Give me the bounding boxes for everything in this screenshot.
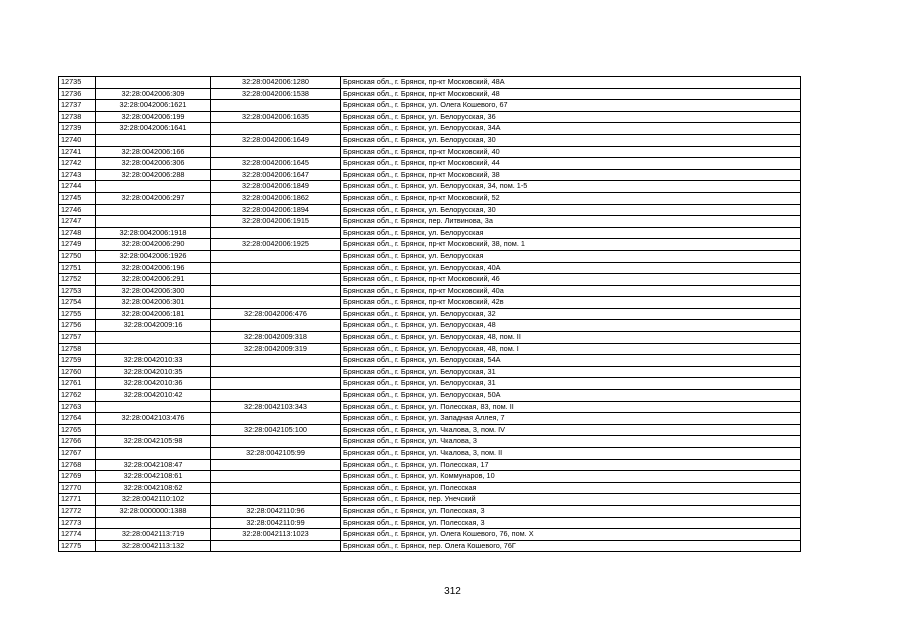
previous-cadastral-number-cell: 32:28:0042113:719 [96, 529, 211, 541]
previous-cadastral-number-cell: 32:28:0042103:476 [96, 413, 211, 425]
cadastral-number-cell [211, 471, 341, 483]
address-cell: Брянская обл., г. Брянск, ул. Белорусская, 32 [341, 308, 801, 320]
address-cell: Брянская обл., г. Брянск, ул. Белорусская, 40А [341, 262, 801, 274]
address-cell: Брянская обл., г. Брянск, ул. Чкалова, 3, пом. IV [341, 424, 801, 436]
address-cell: Брянская обл., г. Брянск, ул. Коммунаров, 10 [341, 471, 801, 483]
address-cell: Брянская обл., г. Брянск, ул. Белорусская, 34А [341, 123, 801, 135]
address-cell: Брянская обл., г. Брянск, ул. Белорусская, 54А [341, 355, 801, 367]
previous-cadastral-number-cell [96, 343, 211, 355]
row-number-cell: 12737 [59, 100, 96, 112]
table-row [59, 378, 801, 390]
previous-cadastral-number-cell: 32:28:0042006:290 [96, 239, 211, 251]
row-number-cell: 12741 [59, 146, 96, 158]
address-cell: Брянская обл., г. Брянск, ул. Полесская, 83, пом. II [341, 401, 801, 413]
row-number-cell: 12774 [59, 529, 96, 541]
cadastral-number-cell: 32:28:0042105:99 [211, 448, 341, 460]
table-row [59, 123, 801, 135]
address-cell: Брянская обл., г. Брянск, ул. Белорусская, 30 [341, 204, 801, 216]
table-row [59, 77, 801, 89]
previous-cadastral-number-cell: 32:28:0042006:301 [96, 297, 211, 309]
cadastral-number-cell [211, 436, 341, 448]
cadastral-number-cell [211, 100, 341, 112]
table-row [59, 459, 801, 471]
row-number-cell: 12765 [59, 424, 96, 436]
cadastral-number-cell [211, 482, 341, 494]
previous-cadastral-number-cell: 32:28:0042006:291 [96, 274, 211, 286]
cadastral-number-cell: 32:28:0042009:318 [211, 332, 341, 344]
cadastral-number-cell: 32:28:0042006:1862 [211, 192, 341, 204]
table-row [59, 158, 801, 170]
table-row [59, 239, 801, 251]
previous-cadastral-number-cell [96, 448, 211, 460]
cadastral-number-cell: 32:28:0042009:319 [211, 343, 341, 355]
previous-cadastral-number-cell: 32:28:0042108:61 [96, 471, 211, 483]
cadastral-number-cell [211, 285, 341, 297]
address-cell: Брянская обл., г. Брянск, ул. Белорусская, 36 [341, 111, 801, 123]
previous-cadastral-number-cell: 32:28:0042009:16 [96, 320, 211, 332]
previous-cadastral-number-cell: 32:28:0042006:309 [96, 88, 211, 100]
row-number-cell: 12773 [59, 517, 96, 529]
row-number-cell: 12766 [59, 436, 96, 448]
row-number-cell: 12750 [59, 250, 96, 262]
address-cell: Брянская обл., г. Брянск, пер. Олега Кошевого, 76Г [341, 540, 801, 552]
table-row [59, 88, 801, 100]
cadastral-number-cell: 32:28:0042110:99 [211, 517, 341, 529]
previous-cadastral-number-cell: 32:28:0042006:297 [96, 192, 211, 204]
table-row [59, 529, 801, 541]
row-number-cell: 12740 [59, 134, 96, 146]
row-number-cell: 12758 [59, 343, 96, 355]
address-cell: Брянская обл., г. Брянск, ул. Белорусская, 48, пом. II [341, 332, 801, 344]
cadastral-number-cell [211, 540, 341, 552]
address-cell: Брянская обл., г. Брянск, пер. Унечский [341, 494, 801, 506]
row-number-cell: 12768 [59, 459, 96, 471]
row-number-cell: 12752 [59, 274, 96, 286]
address-cell: Брянская обл., г. Брянск, ул. Белорусская, 48 [341, 320, 801, 332]
table-row [59, 448, 801, 460]
row-number-cell: 12767 [59, 448, 96, 460]
address-cell: Брянская обл., г. Брянск, ул. Белорусская, 34, пом. 1-5 [341, 181, 801, 193]
address-cell: Брянская обл., г. Брянск, ул. Западная Аллея, 7 [341, 413, 801, 425]
cadastral-number-cell: 32:28:0042006:476 [211, 308, 341, 320]
cadastral-number-cell [211, 459, 341, 471]
cadastral-number-cell [211, 413, 341, 425]
cadastral-number-cell [211, 227, 341, 239]
previous-cadastral-number-cell: 32:28:0042006:1926 [96, 250, 211, 262]
cadastral-number-cell [211, 355, 341, 367]
previous-cadastral-number-cell: 32:28:0042108:47 [96, 459, 211, 471]
previous-cadastral-number-cell [96, 181, 211, 193]
row-number-cell: 12742 [59, 158, 96, 170]
cadastral-number-cell [211, 366, 341, 378]
row-number-cell: 12771 [59, 494, 96, 506]
table-row [59, 424, 801, 436]
address-cell: Брянская обл., г. Брянск, ул. Олега Кошевого, 76, пом. X [341, 529, 801, 541]
table-row [59, 192, 801, 204]
cadastral-number-cell: 32:28:0042006:1925 [211, 239, 341, 251]
page-number: 312 [444, 586, 461, 597]
table-row [59, 216, 801, 228]
address-cell: Брянская обл., г. Брянск, ул. Белорусская, 31 [341, 366, 801, 378]
previous-cadastral-number-cell: 32:28:0042006:306 [96, 158, 211, 170]
row-number-cell: 12775 [59, 540, 96, 552]
table-row [59, 204, 801, 216]
cadastral-number-cell [211, 494, 341, 506]
previous-cadastral-number-cell [96, 424, 211, 436]
row-number-cell: 12746 [59, 204, 96, 216]
cadastral-number-cell: 32:28:0042105:100 [211, 424, 341, 436]
previous-cadastral-number-cell: 32:28:0042006:199 [96, 111, 211, 123]
row-number-cell: 12745 [59, 192, 96, 204]
row-number-cell: 12762 [59, 390, 96, 402]
cadastral-number-cell [211, 146, 341, 158]
table-row [59, 436, 801, 448]
row-number-cell: 12743 [59, 169, 96, 181]
previous-cadastral-number-cell [96, 77, 211, 89]
cadastral-number-cell [211, 250, 341, 262]
previous-cadastral-number-cell: 32:28:0042010:36 [96, 378, 211, 390]
table-row [59, 390, 801, 402]
row-number-cell: 12753 [59, 285, 96, 297]
registry-table-body [59, 77, 801, 552]
table-row [59, 181, 801, 193]
cadastral-number-cell [211, 320, 341, 332]
table-row [59, 413, 801, 425]
cadastral-number-cell: 32:28:0042103:343 [211, 401, 341, 413]
address-cell: Брянская обл., г. Брянск, ул. Белорусская, 30 [341, 134, 801, 146]
address-cell: Брянская обл., г. Брянск, ул. Полесская, 17 [341, 459, 801, 471]
row-number-cell: 12748 [59, 227, 96, 239]
address-cell: Брянская обл., г. Брянск, пр-кт Московский, 40 [341, 146, 801, 158]
table-row [59, 494, 801, 506]
previous-cadastral-number-cell [96, 332, 211, 344]
row-number-cell: 12770 [59, 482, 96, 494]
address-cell: Брянская обл., г. Брянск, ул. Белорусская, 31 [341, 378, 801, 390]
table-row [59, 250, 801, 262]
table-row [59, 471, 801, 483]
previous-cadastral-number-cell: 32:28:0042108:62 [96, 482, 211, 494]
table-row [59, 355, 801, 367]
previous-cadastral-number-cell: 32:28:0042006:1621 [96, 100, 211, 112]
cadastral-number-cell: 32:28:0042006:1538 [211, 88, 341, 100]
cadastral-number-cell [211, 297, 341, 309]
address-cell: Брянская обл., г. Брянск, ул. Олега Кошевого, 67 [341, 100, 801, 112]
address-cell: Брянская обл., г. Брянск, пр-кт Московский, 44 [341, 158, 801, 170]
cadastral-number-cell: 32:28:0042006:1647 [211, 169, 341, 181]
cadastral-number-cell: 32:28:0042113:1023 [211, 529, 341, 541]
previous-cadastral-number-cell [96, 401, 211, 413]
previous-cadastral-number-cell [96, 204, 211, 216]
address-cell: Брянская обл., г. Брянск, пр-кт Московский, 48 [341, 88, 801, 100]
address-cell: Брянская обл., г. Брянск, ул. Полесская [341, 482, 801, 494]
address-cell: Брянская обл., г. Брянск, ул. Полесская, 3 [341, 517, 801, 529]
previous-cadastral-number-cell [96, 517, 211, 529]
row-number-cell: 12747 [59, 216, 96, 228]
address-cell: Брянская обл., г. Брянск, пер. Литвинова, 3а [341, 216, 801, 228]
row-number-cell: 12755 [59, 308, 96, 320]
table-row [59, 401, 801, 413]
cadastral-number-cell [211, 274, 341, 286]
address-cell: Брянская обл., г. Брянск, пр-кт Московский, 40а [341, 285, 801, 297]
row-number-cell: 12764 [59, 413, 96, 425]
previous-cadastral-number-cell: 32:28:0042010:33 [96, 355, 211, 367]
address-cell: Брянская обл., г. Брянск, пр-кт Московский, 48А [341, 77, 801, 89]
table-row [59, 332, 801, 344]
row-number-cell: 12735 [59, 77, 96, 89]
row-number-cell: 12769 [59, 471, 96, 483]
cadastral-number-cell [211, 123, 341, 135]
address-cell: Брянская обл., г. Брянск, пр-кт Московский, 46 [341, 274, 801, 286]
row-number-cell: 12736 [59, 88, 96, 100]
previous-cadastral-number-cell: 32:28:0000000:1388 [96, 505, 211, 517]
address-cell: Брянская обл., г. Брянск, ул. Белорусская, 50А [341, 390, 801, 402]
table-row [59, 320, 801, 332]
cadastral-number-cell: 32:28:0042006:1894 [211, 204, 341, 216]
table-row [59, 227, 801, 239]
table-row [59, 146, 801, 158]
table-row [59, 262, 801, 274]
address-cell: Брянская обл., г. Брянск, пр-кт Московский, 42в [341, 297, 801, 309]
cadastral-number-cell: 32:28:0042006:1280 [211, 77, 341, 89]
cadastral-number-cell [211, 378, 341, 390]
previous-cadastral-number-cell: 32:28:0042006:1641 [96, 123, 211, 135]
table-row [59, 366, 801, 378]
previous-cadastral-number-cell: 32:28:0042110:102 [96, 494, 211, 506]
previous-cadastral-number-cell [96, 134, 211, 146]
table-row [59, 297, 801, 309]
row-number-cell: 12756 [59, 320, 96, 332]
previous-cadastral-number-cell [96, 216, 211, 228]
row-number-cell: 12757 [59, 332, 96, 344]
cadastral-number-cell: 32:28:0042110:96 [211, 505, 341, 517]
row-number-cell: 12772 [59, 505, 96, 517]
table-row [59, 169, 801, 181]
cadastral-number-cell: 32:28:0042006:1915 [211, 216, 341, 228]
row-number-cell: 12759 [59, 355, 96, 367]
table-row [59, 274, 801, 286]
previous-cadastral-number-cell: 32:28:0042006:166 [96, 146, 211, 158]
row-number-cell: 12751 [59, 262, 96, 274]
previous-cadastral-number-cell: 32:28:0042006:288 [96, 169, 211, 181]
table-row [59, 308, 801, 320]
table-row [59, 343, 801, 355]
cadastral-number-cell [211, 390, 341, 402]
table-row [59, 482, 801, 494]
previous-cadastral-number-cell: 32:28:0042006:300 [96, 285, 211, 297]
previous-cadastral-number-cell: 32:28:0042006:181 [96, 308, 211, 320]
table-row [59, 111, 801, 123]
address-cell: Брянская обл., г. Брянск, ул. Чкалова, 3, пом. II [341, 448, 801, 460]
cadastral-registry-table [58, 76, 801, 552]
previous-cadastral-number-cell: 32:28:0042010:42 [96, 390, 211, 402]
previous-cadastral-number-cell: 32:28:0042006:196 [96, 262, 211, 274]
table-row [59, 100, 801, 112]
row-number-cell: 12744 [59, 181, 96, 193]
table-row [59, 540, 801, 552]
row-number-cell: 12760 [59, 366, 96, 378]
address-cell: Брянская обл., г. Брянск, ул. Чкалова, 3 [341, 436, 801, 448]
address-cell: Брянская обл., г. Брянск, пр-кт Московский, 52 [341, 192, 801, 204]
address-cell: Брянская обл., г. Брянск, ул. Полесская, 3 [341, 505, 801, 517]
table-row [59, 285, 801, 297]
row-number-cell: 12738 [59, 111, 96, 123]
previous-cadastral-number-cell: 32:28:0042113:132 [96, 540, 211, 552]
address-cell: Брянская обл., г. Брянск, пр-кт Московский, 38 [341, 169, 801, 181]
row-number-cell: 12754 [59, 297, 96, 309]
table-row [59, 134, 801, 146]
row-number-cell: 12761 [59, 378, 96, 390]
address-cell: Брянская обл., г. Брянск, ул. Белорусская, 48, пом. I [341, 343, 801, 355]
table-row [59, 505, 801, 517]
cadastral-number-cell [211, 262, 341, 274]
previous-cadastral-number-cell: 32:28:0042105:98 [96, 436, 211, 448]
previous-cadastral-number-cell: 32:28:0042010:35 [96, 366, 211, 378]
cadastral-number-cell: 32:28:0042006:1649 [211, 134, 341, 146]
cadastral-number-cell: 32:28:0042006:1849 [211, 181, 341, 193]
previous-cadastral-number-cell: 32:28:0042006:1918 [96, 227, 211, 239]
address-cell: Брянская обл., г. Брянск, ул. Белорусская [341, 250, 801, 262]
address-cell: Брянская обл., г. Брянск, пр-кт Московский, 38, пом. 1 [341, 239, 801, 251]
cadastral-number-cell: 32:28:0042006:1645 [211, 158, 341, 170]
address-cell: Брянская обл., г. Брянск, ул. Белорусская [341, 227, 801, 239]
table-row [59, 517, 801, 529]
cadastral-number-cell: 32:28:0042006:1635 [211, 111, 341, 123]
row-number-cell: 12739 [59, 123, 96, 135]
row-number-cell: 12749 [59, 239, 96, 251]
row-number-cell: 12763 [59, 401, 96, 413]
